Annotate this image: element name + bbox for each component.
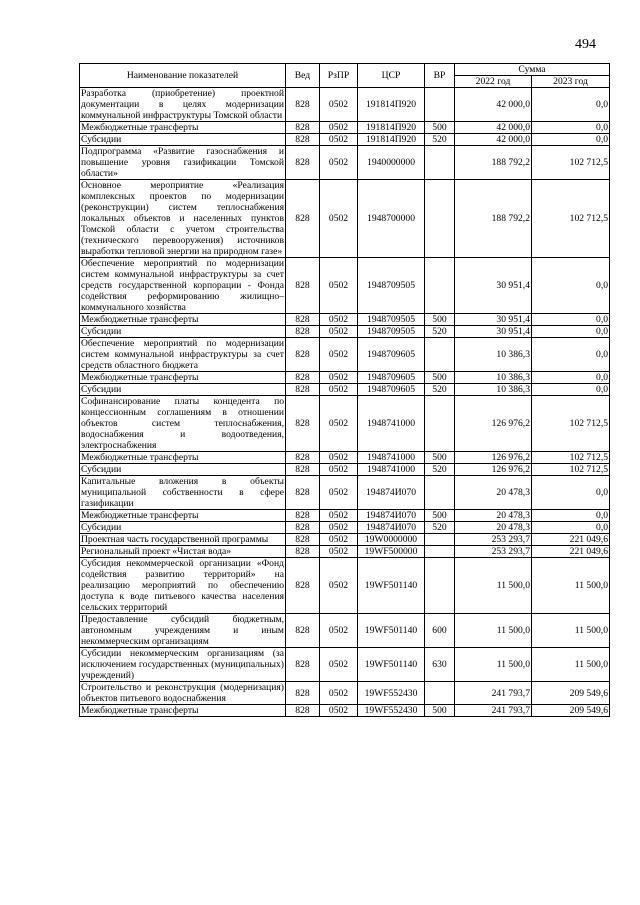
- row-name: Субсидия некоммерческой организации «Фонд содействия развитию территорий» на реализацию мероприятий по обеспечению доступа к воде питьевого качества населения сельских территорий: [81, 558, 284, 613]
- row-csr: 1948741000: [358, 464, 425, 476]
- row-name: Обеспечение мероприятий по модернизации систем коммунальной инфраструктуры за счет средств государственной корпорации - Фонда содействия реформированию жилищно–коммунального хозяйства: [81, 258, 284, 313]
- table-body: [80, 88, 610, 717]
- row-vr: [425, 534, 455, 546]
- row-sum-2023: 0,0: [532, 258, 610, 314]
- row-sum-2022: 30 951,4: [455, 314, 532, 326]
- row-sum-2023: 0,0: [532, 510, 610, 522]
- row-sum-2023: 11 500,0: [532, 614, 610, 648]
- row-csr: 194874И070: [358, 522, 425, 534]
- row-csr: 1948709605: [358, 372, 425, 384]
- row-rzpr: 0502: [320, 452, 358, 464]
- row-sum-2022: 10 386,3: [455, 384, 532, 396]
- row-ved: 828: [286, 314, 320, 326]
- row-rzpr: 0502: [320, 326, 358, 338]
- row-rzpr: 0502: [320, 384, 358, 396]
- table-row: [80, 146, 610, 180]
- row-sum-2022: 11 500,0: [455, 558, 532, 614]
- row-sum-2023: 102 712,5: [532, 180, 610, 258]
- row-ved: 828: [286, 384, 320, 396]
- row-vr: 520: [425, 384, 455, 396]
- header-year-2023: 2023 год: [532, 76, 610, 88]
- row-vr: 520: [425, 134, 455, 146]
- row-csr: 1948700000: [358, 180, 425, 258]
- row-csr: 1948709605: [358, 338, 425, 372]
- row-rzpr: 0502: [320, 510, 358, 522]
- row-rzpr: 0502: [320, 648, 358, 682]
- row-name: Региональный проект «Чистая вода»: [80, 546, 286, 558]
- row-sum-2022: 20 478,3: [455, 522, 532, 534]
- table-row: [80, 180, 610, 258]
- row-sum-2022: 20 478,3: [455, 476, 532, 510]
- row-csr: 19WF552430: [358, 682, 425, 705]
- row-name: Предоставление субсидий бюджетным, автономным учреждениям и иным некоммерческим организациям: [81, 614, 284, 647]
- table-row: [80, 558, 610, 614]
- row-csr: 194874И070: [358, 476, 425, 510]
- row-sum-2023: 0,0: [532, 134, 610, 146]
- table-row: [80, 682, 610, 705]
- table-row: [80, 88, 610, 122]
- row-sum-2023: 0,0: [532, 372, 610, 384]
- row-csr: 191814П920: [358, 134, 425, 146]
- row-sum-2023: 209 549,6: [532, 682, 610, 705]
- row-ved: 828: [286, 180, 320, 258]
- row-ved: 828: [286, 88, 320, 122]
- header-ved: Вед: [286, 64, 320, 88]
- row-ved: 828: [286, 558, 320, 614]
- row-csr: 1948709505: [358, 314, 425, 326]
- header-rzpr: РзПР: [320, 64, 358, 88]
- row-vr: 500: [425, 705, 455, 717]
- row-sum-2022: 42 000,0: [455, 88, 532, 122]
- row-rzpr: 0502: [320, 134, 358, 146]
- row-sum-2023: 0,0: [532, 122, 610, 134]
- row-rzpr: 0502: [320, 396, 358, 452]
- table-row: [80, 648, 610, 682]
- row-csr: 194874И070: [358, 510, 425, 522]
- row-rzpr: 0502: [320, 705, 358, 717]
- row-sum-2023: 221 049,6: [532, 534, 610, 546]
- row-sum-2023: 102 712,5: [532, 146, 610, 180]
- row-sum-2023: 0,0: [532, 326, 610, 338]
- row-name: Субсидии: [80, 464, 286, 476]
- row-name: Субсидии: [80, 134, 286, 146]
- row-name: Подпрограмма «Развитие газоснабжения и повышение уровня газификации Томской области»: [81, 146, 284, 179]
- row-sum-2023: 0,0: [532, 522, 610, 534]
- row-ved: 828: [286, 326, 320, 338]
- row-sum-2022: 188 792,2: [455, 146, 532, 180]
- table-row: [80, 384, 610, 396]
- row-csr: 19WF500000: [358, 546, 425, 558]
- row-rzpr: 0502: [320, 372, 358, 384]
- row-vr: 630: [425, 648, 455, 682]
- row-ved: 828: [286, 122, 320, 134]
- row-ved: 828: [286, 452, 320, 464]
- row-csr: 1948709605: [358, 384, 425, 396]
- row-sum-2023: 0,0: [532, 476, 610, 510]
- row-ved: 828: [286, 522, 320, 534]
- table-row: [80, 522, 610, 534]
- row-name: Обеспечение мероприятий по модернизации систем коммунальной инфраструктуры за счет средств областного бюджета: [81, 338, 284, 371]
- row-ved: 828: [286, 510, 320, 522]
- row-name: Софинансирование платы концедента по концессионным соглашениям в отношении объектов систем теплоснабжения, водоснабжения и водоотведения, электроснабжения: [81, 396, 284, 451]
- row-sum-2022: 20 478,3: [455, 510, 532, 522]
- row-vr: 500: [425, 314, 455, 326]
- row-vr: [425, 476, 455, 510]
- row-vr: 520: [425, 522, 455, 534]
- header-year-2022: 2022 год: [455, 76, 532, 88]
- row-ved: 828: [286, 146, 320, 180]
- row-ved: 828: [286, 396, 320, 452]
- table-row: [80, 338, 610, 372]
- row-vr: [425, 338, 455, 372]
- header-csr: ЦСР: [358, 64, 425, 88]
- row-csr: 1948741000: [358, 396, 425, 452]
- row-ved: 828: [286, 258, 320, 314]
- row-sum-2022: 11 500,0: [455, 648, 532, 682]
- row-ved: 828: [286, 372, 320, 384]
- row-ved: 828: [286, 546, 320, 558]
- row-name: Межбюджетные трансферты: [80, 314, 286, 326]
- row-sum-2022: 42 000,0: [455, 122, 532, 134]
- row-csr: 1940000000: [358, 146, 425, 180]
- row-csr: 19W0000000: [358, 534, 425, 546]
- row-vr: [425, 546, 455, 558]
- row-rzpr: 0502: [320, 476, 358, 510]
- row-vr: 520: [425, 464, 455, 476]
- row-name: Субсидии: [80, 326, 286, 338]
- table-row: [80, 122, 610, 134]
- row-rzpr: 0502: [320, 614, 358, 648]
- row-vr: 500: [425, 122, 455, 134]
- row-ved: 828: [286, 464, 320, 476]
- table-row: [80, 452, 610, 464]
- row-vr: [425, 180, 455, 258]
- row-sum-2022: 126 976,2: [455, 464, 532, 476]
- row-sum-2022: 30 951,4: [455, 326, 532, 338]
- row-name: Межбюджетные трансферты: [80, 372, 286, 384]
- row-name: Основное мероприятие «Реализация комплексных проектов по модернизации (реконструкции) систем теплоснабжения локальных объектов и населенных пунктов Томской области с учетом строительства (технического перевооружения) источников выработки тепловой энергии на природном газе»: [81, 180, 284, 257]
- row-sum-2023: 11 500,0: [532, 558, 610, 614]
- row-rzpr: 0502: [320, 522, 358, 534]
- row-csr: 19WF501140: [358, 648, 425, 682]
- row-sum-2023: 0,0: [532, 384, 610, 396]
- row-rzpr: 0502: [320, 534, 358, 546]
- row-rzpr: 0502: [320, 180, 358, 258]
- row-sum-2023: 11 500,0: [532, 648, 610, 682]
- table-row: [80, 510, 610, 522]
- row-rzpr: 0502: [320, 122, 358, 134]
- row-rzpr: 0502: [320, 464, 358, 476]
- table-row: [80, 134, 610, 146]
- row-name: Капитальные вложения в объекты муниципальной собственности в сфере газификации: [81, 476, 284, 509]
- row-csr: 191814П920: [358, 88, 425, 122]
- row-sum-2023: 0,0: [532, 88, 610, 122]
- header-vr: ВР: [425, 64, 455, 88]
- table-row: [80, 372, 610, 384]
- row-vr: 500: [425, 372, 455, 384]
- row-sum-2022: 188 792,2: [455, 180, 532, 258]
- header-name: Наименование показателей: [80, 64, 286, 88]
- row-name: Субсидии некоммерческим организациям (за исключением государственных (муниципальных) учреждений): [81, 648, 284, 681]
- row-ved: 828: [286, 682, 320, 705]
- row-sum-2023: 102 712,5: [532, 396, 610, 452]
- row-name: Межбюджетные трансферты: [80, 452, 286, 464]
- row-sum-2022: 253 293,7: [455, 534, 532, 546]
- row-rzpr: 0502: [320, 146, 358, 180]
- row-sum-2022: 10 386,3: [455, 338, 532, 372]
- row-rzpr: 0502: [320, 682, 358, 705]
- row-name: Субсидии: [80, 522, 286, 534]
- row-rzpr: 0502: [320, 258, 358, 314]
- page-number: 494: [575, 37, 596, 52]
- row-csr: 1948709505: [358, 258, 425, 314]
- row-name: Межбюджетные трансферты: [80, 510, 286, 522]
- row-csr: 1948741000: [358, 452, 425, 464]
- row-name: Субсидии: [80, 384, 286, 396]
- row-vr: [425, 396, 455, 452]
- row-sum-2022: 10 386,3: [455, 372, 532, 384]
- row-rzpr: 0502: [320, 314, 358, 326]
- table-row: [80, 546, 610, 558]
- row-ved: 828: [286, 705, 320, 717]
- row-csr: 191814П920: [358, 122, 425, 134]
- row-vr: [425, 88, 455, 122]
- row-sum-2023: 0,0: [532, 338, 610, 372]
- row-sum-2023: 0,0: [532, 314, 610, 326]
- row-sum-2022: 42 000,0: [455, 134, 532, 146]
- table-row: [80, 258, 610, 314]
- row-sum-2023: 102 712,5: [532, 464, 610, 476]
- header-sum: Сумма: [455, 64, 610, 76]
- row-vr: [425, 146, 455, 180]
- table-row: [80, 705, 610, 717]
- table-row: [80, 314, 610, 326]
- row-rzpr: 0502: [320, 546, 358, 558]
- row-vr: [425, 558, 455, 614]
- row-sum-2022: 30 951,4: [455, 258, 532, 314]
- row-ved: 828: [286, 476, 320, 510]
- row-csr: 1948709505: [358, 326, 425, 338]
- row-vr: 500: [425, 452, 455, 464]
- row-name: Проектная часть государственной программы: [80, 534, 286, 546]
- row-sum-2022: 253 293,7: [455, 546, 532, 558]
- row-vr: 500: [425, 510, 455, 522]
- row-sum-2023: 209 549,6: [532, 705, 610, 717]
- table-row: [80, 534, 610, 546]
- row-name: Межбюджетные трансферты: [80, 122, 286, 134]
- row-ved: 828: [286, 134, 320, 146]
- table-row: [80, 464, 610, 476]
- row-csr: 19WF501140: [358, 558, 425, 614]
- row-csr: 19WF501140: [358, 614, 425, 648]
- row-ved: 828: [286, 614, 320, 648]
- table-row: [80, 614, 610, 648]
- row-name: Межбюджетные трансферты: [80, 705, 286, 717]
- row-ved: 828: [286, 338, 320, 372]
- table-row: [80, 476, 610, 510]
- budget-table: [79, 63, 610, 717]
- row-sum-2022: 126 976,2: [455, 452, 532, 464]
- row-sum-2022: 241 793,7: [455, 705, 532, 717]
- row-sum-2022: 241 793,7: [455, 682, 532, 705]
- table-row: [80, 326, 610, 338]
- row-rzpr: 0502: [320, 338, 358, 372]
- row-sum-2022: 11 500,0: [455, 614, 532, 648]
- row-vr: 520: [425, 326, 455, 338]
- row-vr: [425, 682, 455, 705]
- row-vr: [425, 258, 455, 314]
- row-sum-2022: 126 976,2: [455, 396, 532, 452]
- row-name: Разработка (приобретение) проектной документации в целях модернизации коммунальной инфраструктуры Томской области: [81, 88, 284, 121]
- row-rzpr: 0502: [320, 558, 358, 614]
- row-rzpr: 0502: [320, 88, 358, 122]
- row-sum-2023: 221 049,6: [532, 546, 610, 558]
- row-name: Строительство и реконструкция (модернизация) объектов питьевого водоснабжения: [81, 682, 284, 704]
- row-ved: 828: [286, 648, 320, 682]
- row-sum-2023: 102 712,5: [532, 452, 610, 464]
- row-ved: 828: [286, 534, 320, 546]
- row-vr: 600: [425, 614, 455, 648]
- row-csr: 19WF552430: [358, 705, 425, 717]
- table-row: [80, 396, 610, 452]
